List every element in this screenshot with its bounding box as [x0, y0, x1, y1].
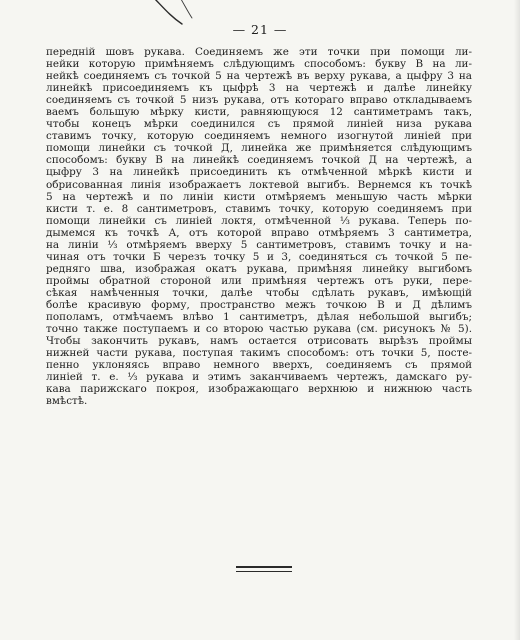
page-number: — 21 — — [232, 22, 288, 37]
text-line: ставимъ точку, которую соединяемъ немного изогнутой линіей при — [46, 130, 472, 143]
text-line: ваемъ большую мѣрку кисти, равняющуюся 12 сантиметрамъ такъ, — [46, 106, 472, 119]
text-line: пенно уклоняясь вправо немного вверхъ, соединяемъ съ прямой — [46, 359, 472, 372]
text-line: кисти т. е. 8 сантиметровъ, ставимъ точку, которую соединяемъ при — [46, 202, 472, 215]
text-line: линейкѣ присоединяемъ къ цыфрѣ 3 на чертежѣ и далѣе линейку — [46, 82, 472, 95]
text-line: чтобы конецъ мѣрки соединился съ прямой линіей низа рукава — [46, 118, 472, 131]
text-line: сѣкая намѣченныя точки, далѣе чтобы сдѣлать рукавъ, имѣющій — [46, 286, 472, 299]
text-line: соединяемъ съ точкой 5 низъ рукава, отъ котораго вправо откладываемъ — [46, 94, 472, 107]
text-line: вмѣстѣ. — [46, 395, 88, 408]
end-ornament-rule — [236, 564, 292, 576]
text-line: проймы обратной стороной или примѣняя чертежъ отъ руки, пере- — [46, 274, 472, 287]
text-line: цыфру 3 на линейкѣ присоединить къ отмѣченной мѣркѣ кисти и — [46, 166, 472, 179]
page-edge-shadow — [514, 0, 520, 640]
text-line: Чтобы закончить рукавъ, намъ остается отрисовать вырѣзъ проймы — [46, 335, 472, 348]
text-line: кава парижскаго покроя, изображающаго верхнюю и нижнюю часть — [46, 383, 472, 396]
text-line: нейки которую примѣняемъ слѣдующимъ способомъ: букву В на ли- — [46, 58, 472, 71]
text-line: линіей т. е. ⅓ рукава и этимъ заканчиваемъ чертежъ, дамскаго ру- — [46, 371, 472, 384]
text-line: 5 на чертежѣ и по линіи кисти отмѣряемъ меньшую часть мѣрки — [46, 190, 472, 203]
text-line: пополамъ, отмѣчаемъ влѣво 1 сантиметръ, дѣлая небольшой выгибъ; — [46, 311, 472, 324]
text-line: дымемся къ точкѣ А, отъ которой вправо отмѣряемъ 3 сантиметра, — [46, 226, 472, 239]
text-line: болѣе красивую форму, пространство межъ точкою В и Д дѣлимъ — [46, 298, 472, 311]
ornament-rule-thick — [236, 566, 292, 568]
text-line: передній шовъ рукава. Соединяемъ же эти точки при помощи ли- — [46, 46, 472, 58]
text-line: точно также поступаемъ и со второю частью рукава (см. рисунокъ № 5). — [46, 323, 472, 336]
text-line: на линіи ⅓ отмѣряемъ вверху 5 сантиметровъ, ставимъ точку и на- — [46, 238, 472, 251]
text-line: чиная отъ точки Б черезъ точку 5 и 3, соединяться съ точкой 5 пе- — [46, 250, 472, 263]
text-line: нейкѣ соединяемъ съ точкой 5 на чертежѣ въ верху рукава, а цыфру 3 на — [46, 70, 472, 83]
text-line: нижней части рукава, поступая такимъ способомъ: отъ точки 5, посте- — [46, 347, 472, 360]
text-line: помощи линейки съ точкой Д, линейка же примѣняется слѣдующимъ — [46, 142, 472, 155]
body-text — [46, 46, 472, 407]
text-line: способомъ: букву В на линейкѣ соединяемъ точкой Д на чертежѣ, а — [46, 154, 472, 167]
text-line: помощи линейки съ линіей локтя, отмѣченной ⅓ рукава. Теперь по- — [46, 214, 472, 227]
ornament-rule-thin — [236, 571, 292, 572]
text-line: обрисованная линія изображаетъ локтевой выгибъ. Вернемся къ точкѣ — [46, 178, 472, 191]
text-line: редняго шва, изображая окатъ рукава, примѣняя линейку выгибомъ — [46, 262, 472, 275]
